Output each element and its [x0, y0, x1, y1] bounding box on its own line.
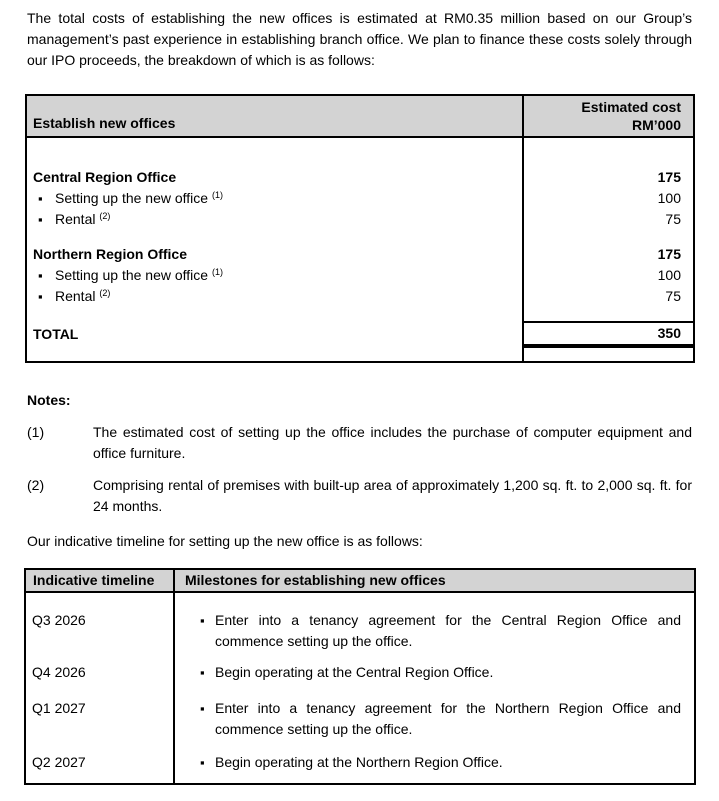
bullet-icon: ▪ — [38, 212, 43, 227]
note-text: Comprising rental of premises with built-up area of approximately 1,200 sq. ft. to 2,000 sq. ft. for 24 months. — [93, 477, 692, 514]
cost-table — [25, 94, 695, 363]
line-item-label: Setting up the new office — [55, 190, 209, 206]
section-amount: 175 — [523, 167, 694, 188]
section-title-northern: Northern Region Office — [33, 246, 188, 262]
rm000-label: RM’000 — [631, 117, 681, 133]
timeline-table — [24, 568, 696, 785]
notes-heading: Notes: — [27, 392, 71, 408]
spacer-row — [26, 346, 694, 362]
line-item-rental-central — [26, 209, 523, 230]
period-cell: Q4 2026 — [32, 664, 86, 680]
timeline-row — [25, 740, 695, 784]
milestone-text: Begin operating at the Northern Region Office. — [215, 754, 503, 770]
timeline-row — [25, 683, 695, 740]
milestone-cell — [174, 592, 695, 652]
timeline-header-row — [25, 569, 695, 592]
cost-table-header-establish: Establish new offices — [26, 95, 523, 137]
timeline-row — [25, 592, 695, 652]
total-row — [26, 322, 694, 346]
bullet-icon: ▪ — [38, 268, 43, 283]
bullet-icon: ▪ — [200, 701, 205, 716]
line-item-setup-central — [26, 188, 523, 209]
section-title-row — [26, 167, 694, 188]
note-ref: (2) — [27, 477, 45, 493]
total-amount: 350 — [523, 322, 694, 346]
timeline-header-milestones: Milestones for establishing new offices — [174, 569, 695, 592]
line-item-amount: 100 — [523, 188, 694, 209]
line-item-row — [26, 209, 694, 230]
note-item — [27, 475, 692, 517]
cost-table-header-row — [26, 95, 694, 137]
line-item-row — [26, 286, 694, 307]
bullet-icon: ▪ — [38, 289, 43, 304]
note-ref-superscript: (2) — [99, 288, 111, 298]
milestone-cell — [174, 740, 695, 784]
note-ref-superscript: (1) — [211, 190, 223, 200]
milestone-cell — [174, 652, 695, 683]
spacer-row — [26, 307, 694, 322]
milestone-text: Enter into a tenancy agreement for the Northern Region Office and commence setting up the office. — [215, 700, 681, 737]
total-label: TOTAL — [33, 326, 79, 342]
line-item-amount: 100 — [523, 265, 694, 286]
bullet-icon: ▪ — [200, 755, 205, 770]
bullet-icon: ▪ — [38, 191, 43, 206]
line-item-label: Rental — [55, 288, 96, 304]
note-ref: (1) — [27, 424, 45, 440]
line-item-amount: 75 — [523, 286, 694, 307]
note-ref-superscript: (2) — [99, 211, 111, 221]
section-title-row — [26, 244, 694, 265]
estimated-cost-label: Estimated cost — [581, 99, 681, 115]
line-item-amount: 75 — [523, 209, 694, 230]
note-text: The estimated cost of setting up the office includes the purchase of computer equipment and office furniture. — [93, 424, 692, 461]
spacer-row — [26, 137, 694, 167]
milestone-cell — [174, 683, 695, 740]
spacer-row — [26, 230, 694, 244]
cost-table-header-estimated-cost — [523, 95, 694, 137]
section-amount: 175 — [523, 244, 694, 265]
bullet-icon: ▪ — [200, 665, 205, 680]
section-title-central: Central Region Office — [33, 169, 177, 185]
period-cell: Q2 2027 — [32, 754, 86, 770]
line-item-label: Setting up the new office — [55, 267, 209, 283]
note-ref-superscript: (1) — [211, 267, 223, 277]
milestone-text: Enter into a tenancy agreement for the Central Region Office and commence setting up the office. — [215, 612, 681, 649]
period-cell: Q3 2026 — [32, 612, 86, 628]
bullet-icon: ▪ — [200, 613, 205, 628]
note-item — [27, 422, 692, 464]
timeline-header-period: Indicative timeline — [25, 569, 174, 592]
line-item-row — [26, 265, 694, 286]
line-item-setup-northern — [26, 265, 523, 286]
milestone-text: Begin operating at the Central Region Office. — [215, 664, 494, 680]
period-cell: Q1 2027 — [32, 700, 86, 716]
line-item-label: Rental — [55, 211, 96, 227]
line-item-rental-northern — [26, 286, 523, 307]
timeline-row — [25, 652, 695, 683]
timeline-intro: Our indicative timeline for setting up the new office is as follows: — [27, 533, 423, 549]
intro-paragraph: The total costs of establishing the new offices is estimated at RM0.35 million based on our Group’s management’s past experience in establishing branch office. We plan to finance these costs solely through our IPO proceeds, the breakdown of which is as follows: — [27, 10, 692, 68]
line-item-row — [26, 188, 694, 209]
